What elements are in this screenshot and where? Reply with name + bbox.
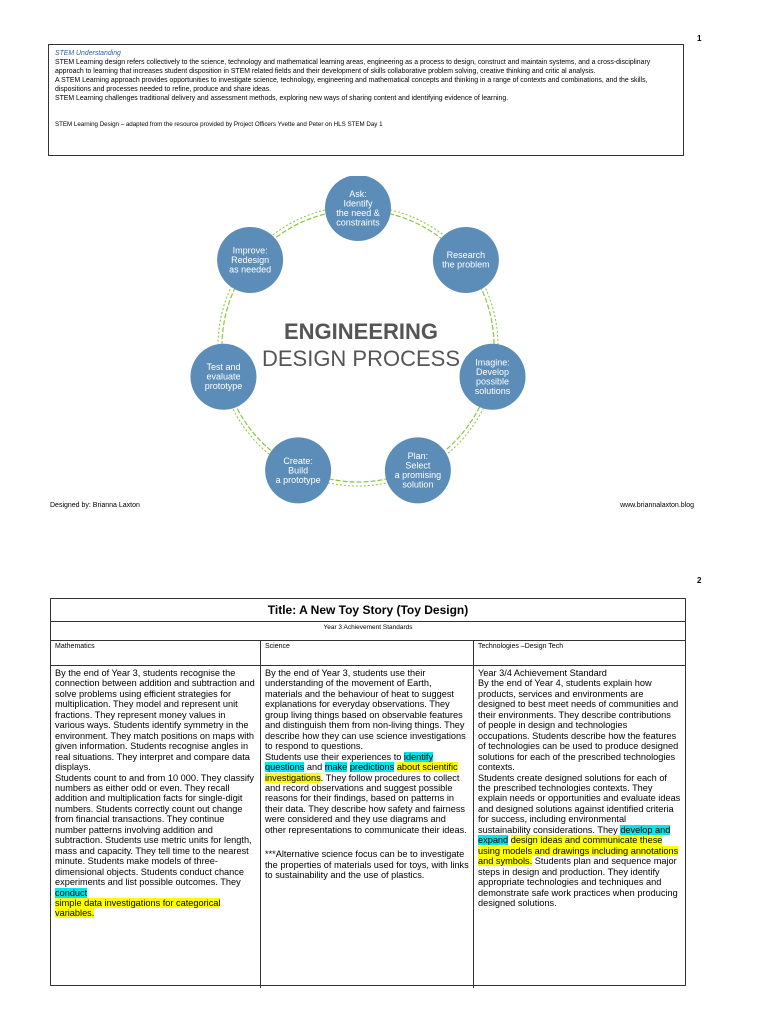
stem-heading: STEM Understanding	[55, 50, 121, 57]
step-label: Redesign	[231, 254, 270, 265]
diagram-title-line2: DESIGN PROCESS	[261, 346, 461, 371]
step-label: Create:	[283, 455, 313, 466]
footer-website: www.briannalaxton.blog	[620, 502, 694, 509]
header-mathematics: Mathematics	[51, 641, 261, 665]
page-number-2: 2	[697, 576, 702, 585]
step-label: a promising	[394, 470, 442, 481]
table-title: Title: A New Toy Story (Toy Design)	[51, 599, 685, 622]
stem-paragraph-2: A STEM Learning approach provides opportunities to investigate science, technology, engineering and mathematical concepts and thinking in a range of contexts and combinations, and the skills, dispositions and processes needed to refine, produce and share ideas.	[55, 77, 648, 93]
table-body-row	[51, 666, 685, 988]
science-alternative-focus: ***Alternative science focus can be to investigate the properties of materials used for toys, with links to sustainability and the use of plastics.	[265, 849, 469, 881]
science-paragraph-1: By the end of Year 3, students use their understanding of the movement of Earth, materials and the behaviour of heat to suggest explanations for everyday observations. They group living things based on observable features and distinguish them from non-living things. They describe how they can use science investigations to respond to questions.	[265, 668, 466, 752]
process-step	[325, 176, 391, 241]
step-label: the need &	[336, 207, 380, 218]
tech-text-1: Year 3/4 Achievement Standard By the end of Year 4, students explain how products, services and environments are designed to best meet needs of communities and their environments. They describe contributions of people in design and technologies occupations. Students describe how the features of technologies can be used to produce designed solutions for each of the prescribed technologies contexts. Students create designed solutions for each of the prescribed technologies contexts. They explain needs or opportunities and evaluate ideas and designed solutions against identified criteria for success, including environmental sustainability considerations. They	[478, 668, 681, 835]
step-label: the problem	[442, 259, 490, 270]
footer-designer: Designed by: Brianna Laxton	[50, 502, 140, 509]
math-highlight-conduct: conduct	[55, 887, 88, 898]
science-highlight-predictions: predictions	[349, 762, 395, 773]
step-label: Build	[288, 465, 309, 476]
table-header-row	[51, 641, 685, 666]
science-cell	[261, 666, 474, 988]
tech-highlight-design: design ideas and communicate these using models and drawings including annotations and symbols.	[478, 835, 679, 867]
header-science: Science	[261, 641, 474, 665]
step-label: constraints	[336, 217, 380, 228]
step-label: Research	[446, 250, 486, 261]
step-label: possible	[476, 376, 510, 387]
step-label: Imagine:	[475, 357, 510, 368]
step-label: Plan:	[407, 451, 429, 462]
math-text: By the end of Year 3, students recognise the connection between addition and subtraction and solve problems using efficient strategies for multiplication. They model and represent unit fractions. They represent money values in various ways. Students identify symmetry in the environment. They match positions on maps with given information. Students recognise angles in real situations. They interpret and compare data displays. Students count to and from 10 000. They classify numbers as either odd or even. They recall addition and multiplication facts for single-digit numbers. Students correctly count out change from financial transactions. They continue number patterns involving addition and subtraction. Students use metric units for length, mass and capacity. They tell time to the nearest minute. Students make models of three-dimensional objects. Students conduct chance experiments and list possible outcomes. They	[55, 668, 255, 888]
math-highlight-data: simple data investigations for categorical variables.	[55, 897, 221, 919]
science-highlight-identify: identify questions	[265, 751, 434, 773]
science-text-a: Students use their experiences to	[265, 751, 404, 762]
process-step	[265, 437, 331, 503]
process-step	[217, 227, 283, 293]
step-label: Ask:	[349, 188, 367, 199]
stem-credit: STEM Learning Design – adapted from the resource provided by Project Officers Yvette and Peter on HLS STEM Day 1	[55, 121, 383, 128]
stem-paragraph-3: STEM Learning challenges traditional delivery and assessment methods, exploring new ways of sharing content and identifying evidence of learning.	[55, 95, 509, 102]
process-step	[433, 227, 499, 293]
table-subtitle: Year 3 Achievement Standards	[51, 622, 685, 641]
process-step	[460, 344, 526, 410]
step-label: solutions	[474, 385, 511, 396]
step-label: Identify	[343, 198, 373, 209]
diagram-title-line1: ENGINEERING	[283, 319, 439, 344]
tech-text-3: Students plan and sequence major steps in design and production. They identify appropriate technologies and techniques and demonstrate safe work practices when producing designed solutions.	[478, 856, 678, 908]
header-technologies: Technologies –Design Tech	[478, 643, 564, 650]
page-number-1: 1	[697, 34, 702, 43]
step-label: solution	[402, 479, 434, 490]
science-highlight-make: make	[324, 762, 348, 773]
process-step	[190, 344, 256, 410]
science-text-e: . They follow procedures to collect and record observations and suggest possible reasons for their findings, based on patterns in their data. They describe how safety and fairness were considered and they use diagrams and other representations to communicate their ideas.	[265, 772, 467, 835]
science-paragraph-2	[265, 752, 469, 836]
process-step	[385, 437, 451, 503]
step-label: a prototype	[275, 474, 321, 485]
step-label: evaluate	[206, 371, 241, 382]
tech-highlight-develop: develop and expand	[478, 824, 671, 846]
tech-cell	[474, 666, 685, 988]
science-highlight-about: about scientific investigations	[265, 762, 458, 783]
step-label: Improve:	[232, 245, 268, 256]
step-label: prototype	[204, 381, 243, 392]
stem-paragraph-1: STEM Learning design refers collectively to the science, technology and mathematical learning areas, engineering as a process to design, construct and maintain systems, and a cross-disciplinary approach to learning that increases student disposition in STEM related fields and their development of skills collaborative problem solving, creative thinking and critic al analysis.	[55, 59, 651, 75]
step-label: Develop	[476, 366, 510, 377]
math-cell	[51, 666, 261, 988]
step-label: as needed	[229, 264, 272, 275]
engineering-design-process-diagram	[186, 176, 528, 508]
step-label: Select	[405, 460, 431, 471]
step-label: Test and	[206, 362, 241, 373]
achievement-standards-table	[50, 598, 686, 986]
stem-understanding-box	[48, 44, 684, 156]
science-text-b: and	[304, 762, 325, 773]
